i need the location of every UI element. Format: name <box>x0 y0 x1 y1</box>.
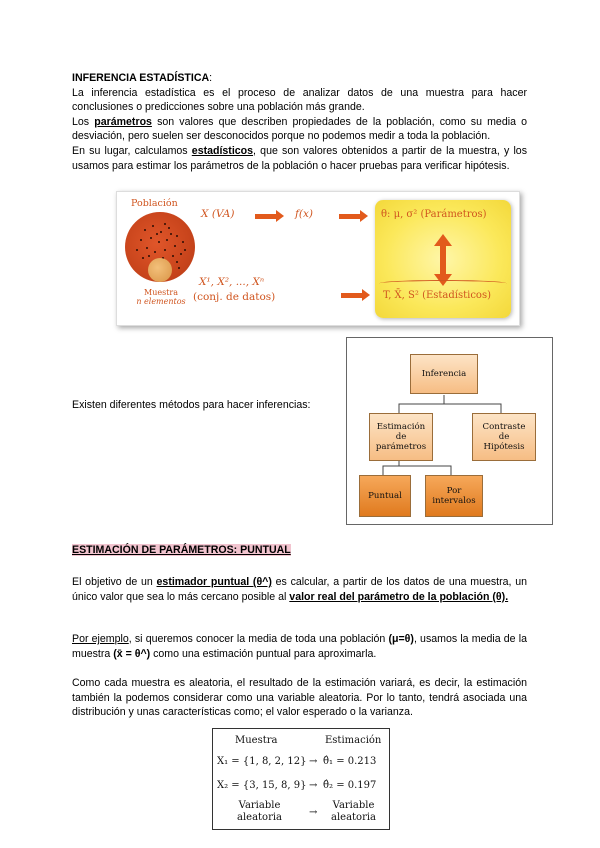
node-puntual: Puntual <box>359 475 411 517</box>
row1-arrow: → <box>309 756 318 767</box>
muestra-label: Muestra n elementos <box>136 288 186 306</box>
section-paragraph-3: Como cada muestra es aleatoria, el resultado de la estimación variará, es decir, la estimación también la podemos considerar como una variable aleatoria. Por lo tanto, tendrá asociada una distribución y unas características como; el valor esperado o la varianza. <box>72 677 527 719</box>
brace-icon <box>379 280 507 287</box>
foot-arrow: → <box>309 807 318 818</box>
col-muestra: Muestra <box>235 735 278 746</box>
foot-variable-1: Variable aleatoria <box>237 800 283 823</box>
methods-text: Existen diferentes métodos para hacer inferencias: <box>72 399 311 411</box>
intro-paragraph-1: La inferencia estadística es el proceso de analizar datos de una muestra para hacer conclusiones o predicciones sobre una población más grande. <box>72 86 527 114</box>
intro-paragraph-2: Los parámetros son valores que describen propiedades de la población, como su media o desviación, pero suelen ser desconocidos porque no podemos medir a toda la población. <box>72 115 527 143</box>
conj-label: (conj. de datos) <box>193 291 276 303</box>
population-sample-diagram <box>116 191 520 326</box>
row2-sample: X₂ = {3, 15, 8, 9} <box>217 780 307 791</box>
node-contraste: Contraste de Hipótesis <box>472 413 536 461</box>
inference-tree <box>346 337 553 525</box>
arrow-3 <box>341 293 363 298</box>
arrow-1 <box>255 214 277 219</box>
double-arrow-icon <box>433 234 453 286</box>
estimation-table <box>212 728 390 830</box>
arrow-2 <box>339 214 361 219</box>
section-paragraph-2: Por ejemplo, si queremos conocer la media de toda una población (μ=θ), usamos la media de la muestra (x̄ = θ^) como una estimación puntual para aproximarla. <box>72 633 527 660</box>
node-intervalos: Por intervalos <box>425 475 483 517</box>
intro-section <box>72 71 527 173</box>
page-title: INFERENCIA ESTADÍSTICA: <box>72 72 213 84</box>
section-paragraph-1: El objetivo de un estimador puntual (θ^) es calcular, a partir de los datos de una muestra, un único valor que sea lo más cercano posible al valor real del parámetro de la población (θ). <box>72 576 528 603</box>
section-heading: ESTIMACIÓN DE PARÁMETROS: PUNTUAL <box>72 544 291 556</box>
variable-label: X (VA) <box>201 208 235 220</box>
foot-variable-2: Variable aleatoria <box>331 800 377 823</box>
node-inferencia: Inferencia <box>410 354 478 394</box>
intro-paragraph-3: En su lugar, calculamos estadísticos, que son valores obtenidos a partir de la muestra, y los usamos para estimar los parámetros de la población o hacer pruebas para verificar hipótesis. <box>72 144 527 172</box>
row1-estimate: θ̂₁ = 0.213 <box>323 756 377 767</box>
term-estadisticos: estadísticos <box>191 144 254 157</box>
row2-arrow: → <box>309 780 318 791</box>
parametros-label: θ: μ, σ² (Parámetros) <box>381 209 487 220</box>
col-estimacion: Estimación <box>325 735 382 746</box>
function-label: f(x) <box>295 208 314 220</box>
row2-estimate: θ̂₂ = 0.197 <box>323 780 377 791</box>
estadisticos-label: T, X̄, S² (Estadísticos) <box>383 290 491 301</box>
term-parametros: parámetros <box>94 115 152 128</box>
sample-circle <box>148 258 172 282</box>
datos-label: X¹, X², ..., Xⁿ <box>199 276 265 288</box>
node-estimacion: Estimación de parámetros <box>369 413 433 461</box>
poblacion-label: Población <box>131 198 178 209</box>
row1-sample: X₁ = {1, 8, 2, 12} <box>217 756 307 767</box>
